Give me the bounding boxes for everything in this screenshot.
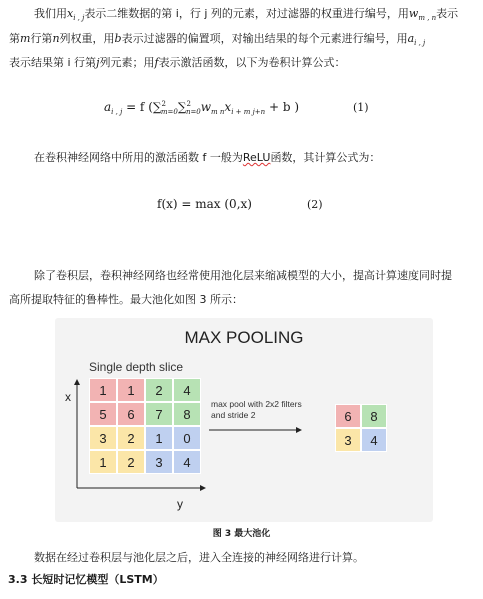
var-x: $x_{i , j}$: [67, 7, 85, 22]
figure-title: MAX POOLING: [184, 328, 304, 347]
equation-1: $a_{i , j} = f$ ($\sum^2_{m=0}\sum^2_{n=0}w_{m n}x_{i + m j+n} + b$ ): [104, 100, 300, 116]
input-cell: 4: [173, 378, 201, 402]
section-heading: 3.3 长短时记忆模型（LSTM）: [8, 573, 164, 586]
var-n: n: [52, 32, 60, 45]
input-cell: 2: [145, 378, 173, 402]
input-cell: 3: [89, 426, 117, 450]
figure-caption: 图 3 最大池化: [212, 529, 271, 539]
input-cell: 7: [145, 402, 173, 426]
input-cell: 4: [173, 450, 201, 474]
input-cell: 1: [145, 426, 173, 450]
input-cell: 2: [117, 426, 145, 450]
para1-line3: 表示结果第 i 行第j列元素；用f表示激活函数，以下为卷积计算公式：: [9, 56, 346, 69]
input-matrix: [89, 378, 201, 474]
para3-line1: 除了卷积层，卷积神经网络也经常使用池化层来缩减模型的大小，提高计算速度同时提: [34, 269, 452, 282]
figure-subtitle: Single depth slice: [89, 360, 184, 374]
output-matrix: [335, 404, 387, 452]
var-w: $w_{m , n}$: [408, 7, 437, 22]
var-a: $a_{i , j}$: [407, 32, 426, 47]
input-cell: 2: [117, 450, 145, 474]
equation-2: f(x) = max (0,x): [157, 197, 252, 211]
output-cell: 8: [361, 404, 387, 428]
para3-line2: 高所提取特征的鲁棒性。最大池化如图 3 所示：: [9, 293, 243, 306]
y-axis-label: y: [177, 497, 183, 511]
input-cell: 5: [89, 402, 117, 426]
input-cell: 1: [89, 450, 117, 474]
equation-2-number: (2): [307, 198, 323, 211]
text: 表示二维数据的第 i，行 j 列的元素，对过滤器的权重进行编号，用: [84, 7, 409, 20]
relu-term: ReLU: [242, 151, 271, 164]
input-cell: 8: [173, 402, 201, 426]
para1-line1: [34, 4, 458, 28]
var-m: m: [20, 32, 31, 45]
var-b: b: [114, 32, 122, 45]
input-cell: 1: [117, 378, 145, 402]
pooling-description: max pool with 2x2 filters and stride 2: [211, 399, 302, 420]
para1-line2: 第m行第n列权重，用b表示过滤器的偏置项，对输出结果的每个元素进行编号，用$a_{i , j}$: [9, 32, 426, 47]
output-cell: 3: [335, 428, 361, 452]
output-cell: 6: [335, 404, 361, 428]
input-cell: 1: [89, 378, 117, 402]
input-cell: 6: [117, 402, 145, 426]
text: 表示: [436, 7, 459, 20]
equation-1-number: (1): [353, 101, 369, 114]
input-cell: 3: [145, 450, 173, 474]
max-pooling-figure: [55, 318, 433, 522]
output-cell: 4: [361, 428, 387, 452]
para2: 在卷积神经网络中所用的激活函数 f 一般为ReLU函数，其计算公式为：: [34, 151, 381, 164]
para4: 数据在经过卷积层与池化层之后，进入全连接的神经网络进行计算。: [34, 551, 364, 564]
text: 我们用: [34, 7, 67, 20]
input-cell: 0: [173, 426, 201, 450]
x-axis-label: x: [65, 390, 71, 404]
